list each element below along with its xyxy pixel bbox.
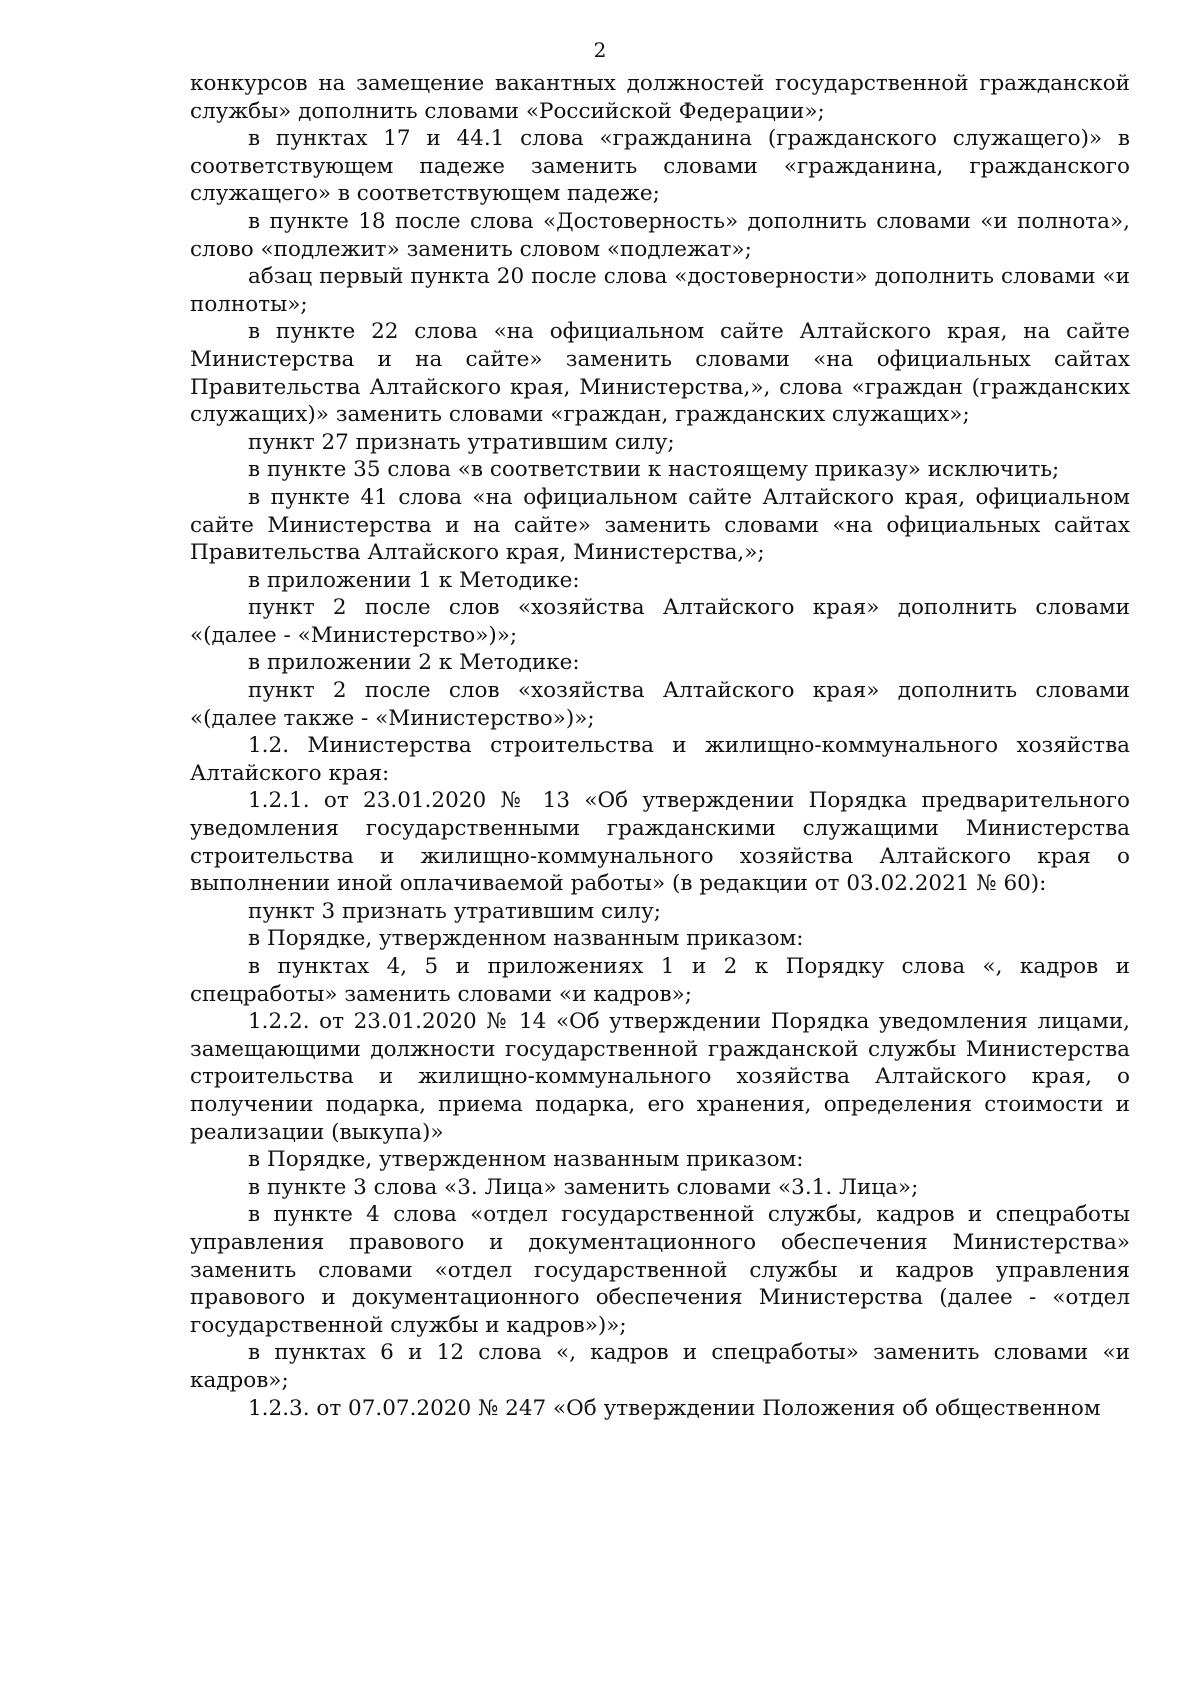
paragraph: в пунктах 17 и 44.1 слова «гражданина (гражданского служащего)» в соответствующем падеже заменить словами «гражданина, гражданского служащего» в соответствующем падеже; xyxy=(190,126,1130,207)
paragraph: 1.2.2. от 23.01.2020 № 14 «Об утверждении Порядка уведомления лицами, замещающими должности государственной гражданской службы Министерства строительства и жилищно-коммунального хозяйства Алтайского края, о получении подарка, приема подарка, его хранения, определения стоимости и реализации (выкупа)» xyxy=(190,1009,1130,1145)
paragraph: пункт 3 признать утратившим силу; xyxy=(248,898,661,924)
paragraph: в приложении 2 к Методике: xyxy=(248,650,580,676)
paragraph: пункт 27 признать утратившим силу; xyxy=(248,429,675,455)
paragraph: 1.2.3. от 07.07.2020 № 247 «Об утверждении Положения об общественном xyxy=(248,1395,1101,1421)
paragraph: в пункте 3 слова «3. Лица» заменить словами «3.1. Лица»; xyxy=(248,1174,919,1200)
paragraph: в пункте 4 слова «отдел государственной службы, кадров и спецработы управления правового и документационного обеспечения Министерства» заменить словами «отдел государственной службы и кадров управления правового и документационного обеспечения Министерства (далее - «отдел государственной службы и кадров»)»; xyxy=(190,1202,1130,1338)
paragraph: в Порядке, утвержденном названным приказом: xyxy=(248,1147,804,1173)
paragraph: в пунктах 6 и 12 слова «, кадров и спецработы» заменить словами «и кадров»; xyxy=(190,1340,1130,1393)
paragraph: в пункте 35 слова «в соответствии к настоящему приказу» исключить; xyxy=(248,457,1060,483)
page-number: 2 xyxy=(593,38,607,62)
paragraph: в пункте 41 слова «на официальном сайте Алтайского края, официальном сайте Министерства и на сайте» заменить словами «на официальных сайтах Правительства Алтайского края, Министерства,»; xyxy=(190,484,1130,566)
paragraph: в пунктах 4, 5 и приложениях 1 и 2 к Порядку слова «, кадров и спецработы» заменить словами «и кадров»; xyxy=(190,954,1130,1007)
paragraph: в приложении 1 к Методике: xyxy=(248,567,580,593)
paragraph: пункт 2 после слов «хозяйства Алтайского края» дополнить словами «(далее также - «Министерство»)»; xyxy=(190,678,1130,731)
paragraph: 1.2.1. от 23.01.2020 № 13 «Об утверждении Порядка предварительного уведомления государственными гражданскими служащими Министерства строительства и жилищно-коммунального хозяйства Алтайского края о выполнении иной оплачиваемой работы» (в редакции от 03.02.2021 № 60): xyxy=(190,788,1130,897)
paragraph: пункт 2 после слов «хозяйства Алтайского края» дополнить словами «(далее - «Министерство»)»; xyxy=(190,595,1130,648)
paragraph: в пункте 18 после слова «Достоверность» дополнить словами «и полнота», слово «подлежит» заменить словом «подлежат»; xyxy=(190,208,1130,262)
document-body xyxy=(190,70,1130,1422)
paragraph: в Порядке, утвержденном названным приказом: xyxy=(248,926,804,952)
paragraph: в пункте 22 слова «на официальном сайте Алтайского края, на сайте Министерства и на сайте» заменить словами «на официальных сайтах Правительства Алтайского края, Министерства,», слова «граждан (гражданских служащих)» заменить словами «граждан, гражданских служащих»; xyxy=(190,319,1130,428)
paragraph: 1.2. Министерства строительства и жилищно-коммунального хозяйства Алтайского края: xyxy=(190,733,1130,786)
paragraph: абзац первый пункта 20 после слова «достоверности» дополнить словами «и полноты»; xyxy=(190,264,1130,317)
paragraph: конкурсов на замещение вакантных должностей государственной гражданской службы» дополнить словами «Российской Федерации»; xyxy=(190,71,1130,124)
